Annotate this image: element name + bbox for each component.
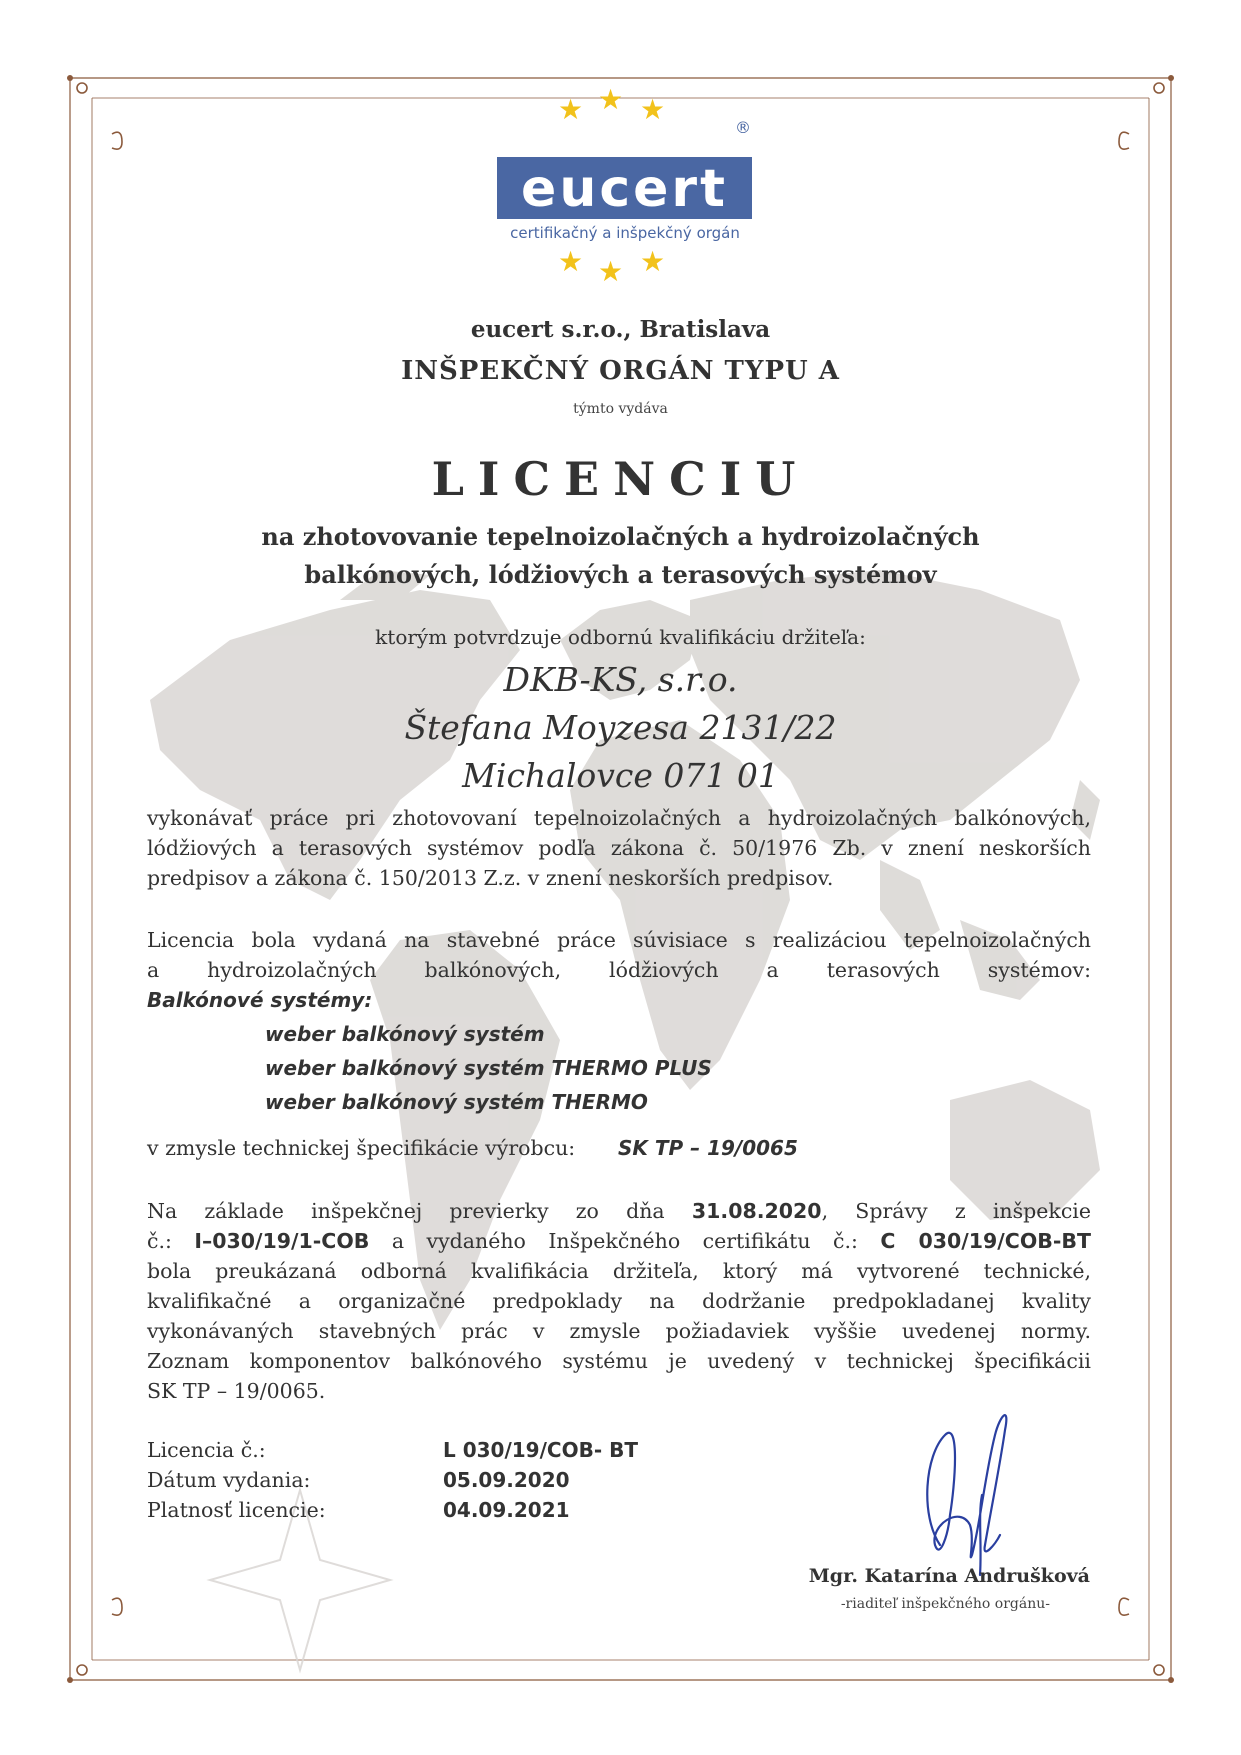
subtitle-line-1: na zhotovovanie tepelnoizolačných a hydroizolačných: [261, 522, 980, 551]
issues-text: týmto vydáva: [573, 401, 668, 417]
paragraph-1-line-2: lódžiových a terasových systémov podľa zákona č. 50/1976 Zb. v znení neskorších: [147, 836, 1091, 860]
paragraph-3-line-3: bola preukázaná odborná kvalifikácia držiteľa, ktorý má vytvorené technické,: [147, 1259, 1091, 1283]
holder-city: Michalovce 071 01: [462, 756, 779, 795]
specification-label: v zmysle technickej špecifikácie výrobcu:: [147, 1136, 576, 1160]
eucert-logo: [497, 157, 752, 219]
paragraph-3-line-2: [147, 1226, 1091, 1256]
paragraph-3-line-5: vykonávaných stavebných prác v zmysle požiadaviek vyššie uvedenej normy.: [147, 1319, 1091, 1343]
system-item: weber balkónový systém: [265, 1022, 545, 1046]
inspection-report-number: I–030/19/1-COB: [194, 1229, 370, 1253]
paragraph-3-line-6: Zoznam komponentov balkónového systému je uvedený v technickej špecifikácii: [147, 1349, 1091, 1373]
confirmation-text: ktorým potvrdzuje odbornú kvalifikáciu držiteľa:: [375, 625, 866, 649]
logo-tagline: certifikačný a inšpekčný orgán: [510, 224, 740, 242]
registered-mark: ®: [735, 118, 751, 137]
signatory-role: -riaditeľ inšpekčného orgánu-: [840, 1596, 1050, 1612]
star-icon: ★: [558, 93, 584, 126]
validity-date: 04.09.2021: [443, 1498, 570, 1522]
document-title: LICENCIU: [431, 452, 810, 506]
star-icon: ★: [598, 255, 624, 288]
issuer-organization: eucert s.r.o., Bratislava: [470, 316, 771, 343]
subtitle-line-2: balkónových, lódžiových a terasových systémov: [304, 560, 937, 589]
validity-label: Platnosť licencie:: [147, 1498, 326, 1522]
paragraph-3-line-4: kvalifikačné a organizačné predpoklady na dodržanie predpokladanej kvality: [147, 1289, 1091, 1313]
issue-date-label: Dátum vydania:: [147, 1468, 311, 1492]
star-icon: ★: [598, 83, 624, 116]
star-icon: ★: [640, 93, 666, 126]
signatory-name: Mgr. Katarína Andrušková: [808, 1565, 1090, 1587]
holder-street: Štefana Moyzesa 2131/22: [404, 708, 837, 747]
p3-text: č.:: [147, 1229, 195, 1253]
paragraph-1-line-3: predpisov a zákona č. 150/2013 Z.z. v znení neskorších predpisov.: [147, 866, 834, 890]
system-item: weber balkónový systém THERMO PLUS: [265, 1056, 712, 1080]
p3-text: , Správy z inšpekcie: [821, 1199, 1091, 1223]
paragraph-3-line-1: [147, 1196, 1091, 1226]
inspection-certificate-number: C 030/19/COB-BT: [880, 1229, 1092, 1253]
paragraph-2-line-1: Licencia bola vydaná na stavebné práce súvisiace s realizáciou tepelnoizolačných: [147, 928, 1091, 952]
paragraph-1-line-1: vykonávať práce pri zhotovovaní tepelnoizolačných a hydroizolačných balkónových,: [147, 806, 1091, 830]
holder-name: DKB-KS, s.r.o.: [503, 660, 738, 699]
paragraph-3-line-7: SK TP – 19/0065.: [147, 1379, 326, 1403]
license-number: L 030/19/COB- BT: [443, 1438, 638, 1462]
issue-date: 05.09.2020: [443, 1468, 570, 1492]
issuer-type: INŠPEKČNÝ ORGÁN TYPU A: [401, 356, 840, 386]
star-icon: ★: [640, 245, 666, 278]
handwritten-signature: [900, 1395, 1020, 1585]
star-icon: ★: [558, 245, 584, 278]
license-number-label: Licencia č.:: [147, 1438, 266, 1462]
p3-text: a vydaného Inšpekčného certifikátu č.:: [369, 1229, 881, 1253]
logo-brand-text: eucert: [521, 159, 728, 219]
paragraph-2-line-2: a hydroizolačných balkónových, lódžiových a terasových systémov:: [147, 958, 1091, 982]
systems-heading: Balkónové systémy:: [147, 988, 373, 1012]
inspection-date: 31.08.2020: [691, 1199, 822, 1223]
system-item: weber balkónový systém THERMO: [265, 1090, 648, 1114]
specification-value: SK TP – 19/0065: [618, 1136, 798, 1160]
p3-text: Na základe inšpekčnej previerky zo dňa: [147, 1199, 692, 1223]
